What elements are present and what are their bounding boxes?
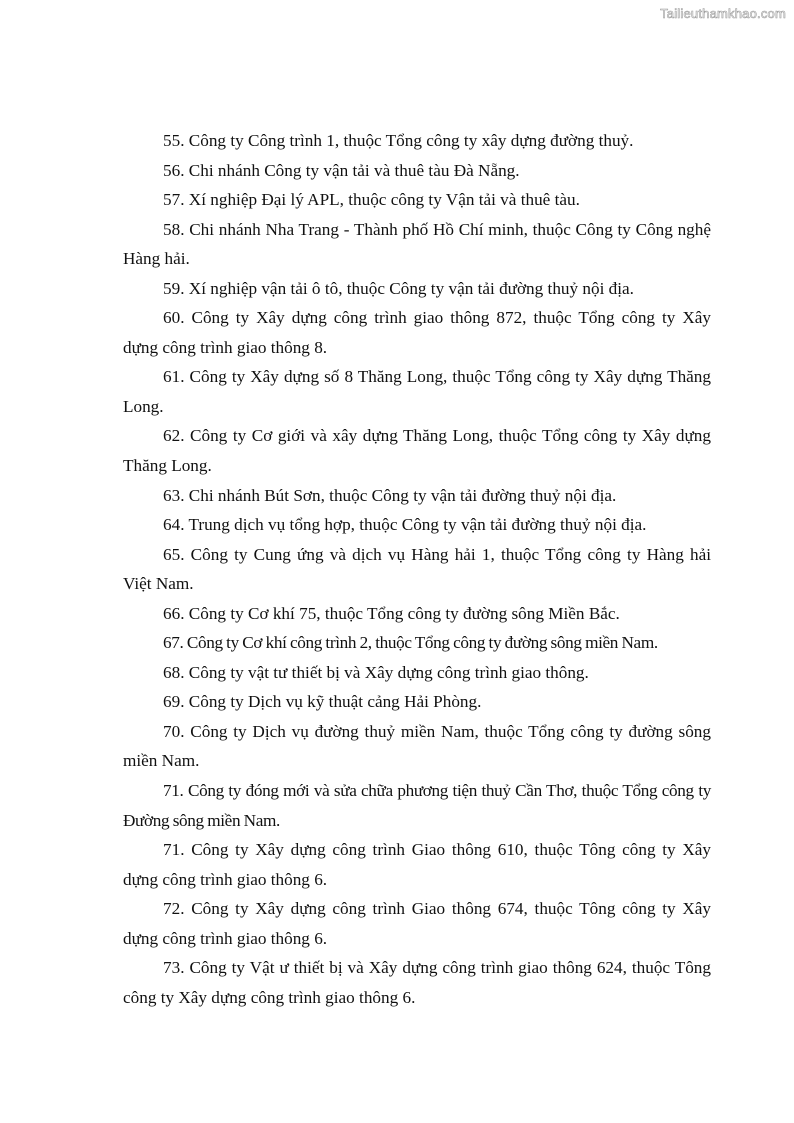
list-item: 63. Chi nhánh Bút Sơn, thuộc Công ty vận tải đường thuỷ nội địa. — [163, 485, 617, 505]
list-item: 71. Công ty đóng mới và sửa chữa phương tiện thuỷ Cần Thơ, thuộc Tổng công ty Đường sông miền Nam. — [123, 781, 711, 830]
list-item: 70. Công ty Dịch vụ đường thuỷ miền Nam, thuộc Tổng công ty đường sông miền Nam. — [123, 721, 711, 771]
list-item: 58. Chi nhánh Nha Trang - Thành phố Hồ Chí minh, thuộc Công ty Công nghệ Hàng hải. — [123, 219, 711, 269]
list-item: 62. Công ty Cơ giới và xây dựng Thăng Long, thuộc Tổng công ty Xây dựng Thăng Long. — [123, 426, 711, 476]
list-item: 66. Công ty Cơ khí 75, thuộc Tổng công ty đường sông Miền Bắc. — [163, 603, 620, 623]
list-item: 68. Công ty vật tư thiết bị và Xây dựng công trình giao thông. — [163, 662, 589, 682]
list-item: 60. Công ty Xây dựng công trình giao thông 872, thuộc Tổng công ty Xây dựng công trình giao thông 8. — [123, 308, 711, 357]
list-item: 65. Công ty Cung ứng và dịch vụ Hàng hải 1, thuộc Tổng công ty Hàng hải Việt Nam. — [123, 544, 711, 594]
list-item: 69. Công ty Dịch vụ kỹ thuật cảng Hải Phòng. — [163, 692, 482, 712]
list-item: 61. Công ty Xây dựng số 8 Thăng Long, thuộc Tổng công ty Xây dựng Thăng Long. — [123, 367, 711, 416]
list-item: 73. Công ty Vật ư thiết bị và Xây dựng công trình giao thông 624, thuộc Tông công ty Xây dựng công trình giao thông 6. — [123, 958, 711, 1007]
list-item: 67. Công ty Cơ khí công trình 2, thuộc Tổng công ty đường sông miền Nam. — [163, 633, 658, 653]
list-item: 56. Chi nhánh Công ty vận tải và thuê tàu Đà Nẵng. — [163, 160, 520, 180]
list-item: 57. Xí nghiệp Đại lý APL, thuộc công ty Vận tải và thuê tàu. — [163, 190, 580, 210]
list-item: 72. Công ty Xây dựng công trình Giao thông 674, thuộc Tông công ty Xây dựng công trình giao thông 6. — [123, 899, 711, 948]
list-item: 71. Công ty Xây dựng công trình Giao thông 610, thuộc Tông công ty Xây dựng công trình giao thông 6. — [123, 840, 711, 889]
list-item: 64. Trung dịch vụ tổng hợp, thuộc Công ty vận tải đường thuỷ nội địa. — [163, 515, 647, 535]
list-item: 55. Công ty Công trình 1, thuộc Tổng công ty xây dựng đường thuỷ. — [163, 131, 634, 150]
document-body — [123, 126, 711, 1012]
list-item: 59. Xí nghiệp vận tải ô tô, thuộc Công ty vận tải đường thuỷ nội địa. — [163, 278, 634, 298]
watermark: Tailieuthamkhao.com — [660, 6, 786, 21]
